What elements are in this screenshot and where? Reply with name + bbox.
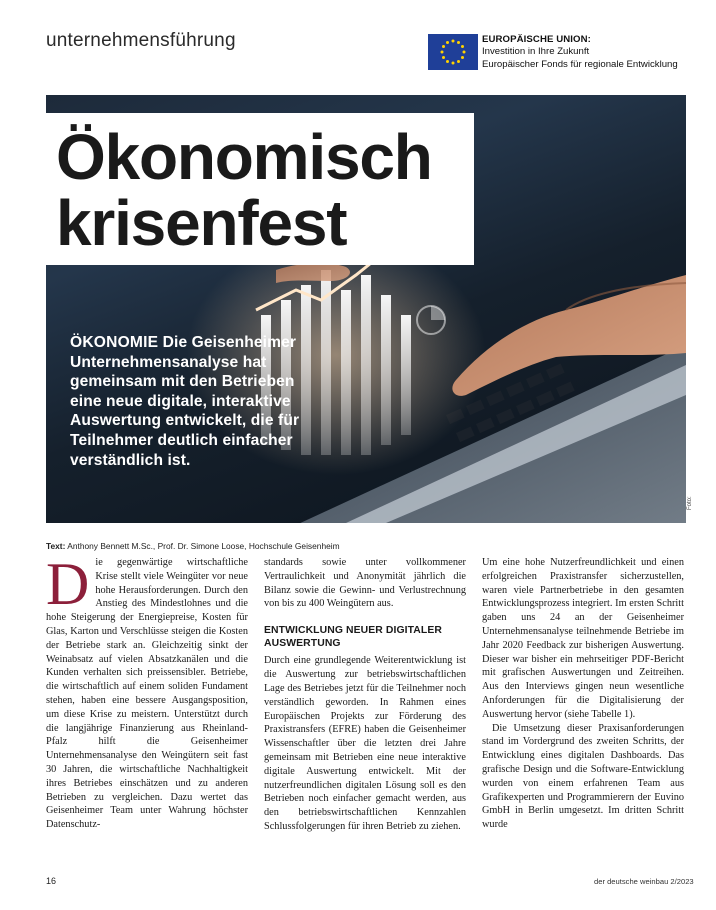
eu-flag-icon: [428, 34, 478, 70]
page-number: 16: [46, 876, 57, 886]
paragraph: [46, 551, 248, 832]
byline-label: Text:: [46, 541, 66, 551]
headline-box: [46, 113, 474, 265]
paragraph: standards sowie unter vollkommener Vertraulichkeit und Anonymität jährlich die Bilanz sowie die Gewinn- und Verlustrechnung von bis zu 400 Weingütern aus.: [264, 557, 466, 610]
eu-text: [482, 34, 678, 71]
article-column-3: [482, 556, 684, 832]
paragraph: Um eine hohe Nutzerfreundlichkeit und einen erfolgreichen Praxistransfer sicherzustellen, waren viele Partnerbetriebe in den gesamten Entwicklungsprozess integriert. Im ersten Schritt gaben uns 24 an der Geisenheimer Unternehmensanalyse teilnehmende Betriebe im Jahr 2020 Feedback zur bisherigen Auswertung. Dieser war bisher ein mehrseitiger PDF-Bericht mit grafischen Auswertungen und Zeitreihen. Aus den Interviews gingen neun wesentliche Anforderungen für die Digitalisierung der Auswertung hervor (siehe Tabelle 1).: [482, 557, 684, 720]
eu-funding-notice: [428, 34, 688, 72]
teaser-text: Die Geisenheimer Unternehmensanalyse hat gemeinsam mit den Betrieben eine neue digitale, interaktive Auswertung entwickelt, die für Teilnehmer deutlich einfacher verständlich ist.: [70, 334, 300, 469]
subheading: ENTWICKLUNG NEUER DIGITALER AUSWERTUNG: [264, 625, 442, 649]
eu-line-3: Europäischer Fonds für regionale Entwicklung: [482, 58, 678, 70]
drop-cap: D: [46, 551, 90, 617]
column-1-text: ie gegenwärtige wirtschaftliche Krise stellt viele Weingüter vor neue hohe Herausforderungen. Durch den Anstieg des Mindestlohnes und die hohe Steigerung der Energiepreise, Kosten für Glas, Karton und Verschlüsse steigen die Kosten der Betriebe stark an. Gleichzeitig sinkt der Weinabsatz auf vielen Absatzkanälen und die Kunden verhalten sich preissensibler. Betriebe, die wirtschaftlich auf einem soliden Fundament stehen, haben eine bessere Ausgangsposition, um diese Krise zu meistern. Unterstützt durch die langjährige Finanzierung aus Rheinland-Pfalz hilft die Geisenheimer Unternehmensanalyse den Weingütern seit fast 30 Jahren, die wirtschaftliche Nachhaltigkeit ihres Betriebes einschätzen und zu anderen Betrieben zu vergleichen. Dazu wertet das Geisenheimer Team unter Wahrung höchster Datenschutz-: [46, 557, 248, 831]
byline-authors: Anthony Bennett M.Sc., Prof. Dr. Simone Loose, Hochschule Geisenheim: [67, 541, 340, 551]
teaser: [70, 333, 304, 470]
paragraph: Die Umsetzung dieser Praxisanforderungen stand im Vordergrund des zweiten Schritts, der Entwicklung eines digitalen Dashboards. Das grafische Design und die Software-Entwicklung wurden von einem erfahrenen Team aus Grafikexperten und Programmierern der Euvino GmbH in Berlin umgesetzt. Im dritten Schritt wurde: [482, 722, 684, 831]
section-label: unternehmensführung: [46, 30, 236, 51]
photo-credit: Foto:: [687, 496, 693, 510]
eu-line-1: EUROPÄISCHE UNION:: [482, 34, 591, 45]
paragraph: Durch eine grundlegende Weiterentwicklung ist die Auswertung zur betriebswirtschaftlichen Lage des Betriebes jetzt für die Teilnehmer noch verständlich geworden. In Rahmen eines Europäischen Projekts zur Förderung des Praxistransfers (EFRE) haben die Geisenheimer Wissenschaftler über die letzten drei Jahre gemeinsam mit Betrieben eine neue interaktive digitale Auswertung entwickelt. Mit der nutzerfreundlichen digitalen Lösung soll es den Betrieben noch einfacher gemacht werden, aus den betriebswirtschaftlichen Kennzahlen Schlussfolgerungen für ihren Betrieb zu ziehen.: [264, 655, 466, 832]
headline-line-1: Ökonomisch: [56, 121, 432, 193]
magazine-issue: der deutsche weinbau 2/2023: [594, 877, 694, 886]
byline: [46, 541, 340, 551]
eu-line-2: Investition in Ihre Zukunft: [482, 46, 590, 58]
article-column-1: [46, 551, 248, 832]
headline-line-2: krisenfest: [56, 187, 347, 259]
teaser-kicker: ÖKONOMIE: [70, 334, 159, 351]
article-column-2: [264, 556, 466, 834]
